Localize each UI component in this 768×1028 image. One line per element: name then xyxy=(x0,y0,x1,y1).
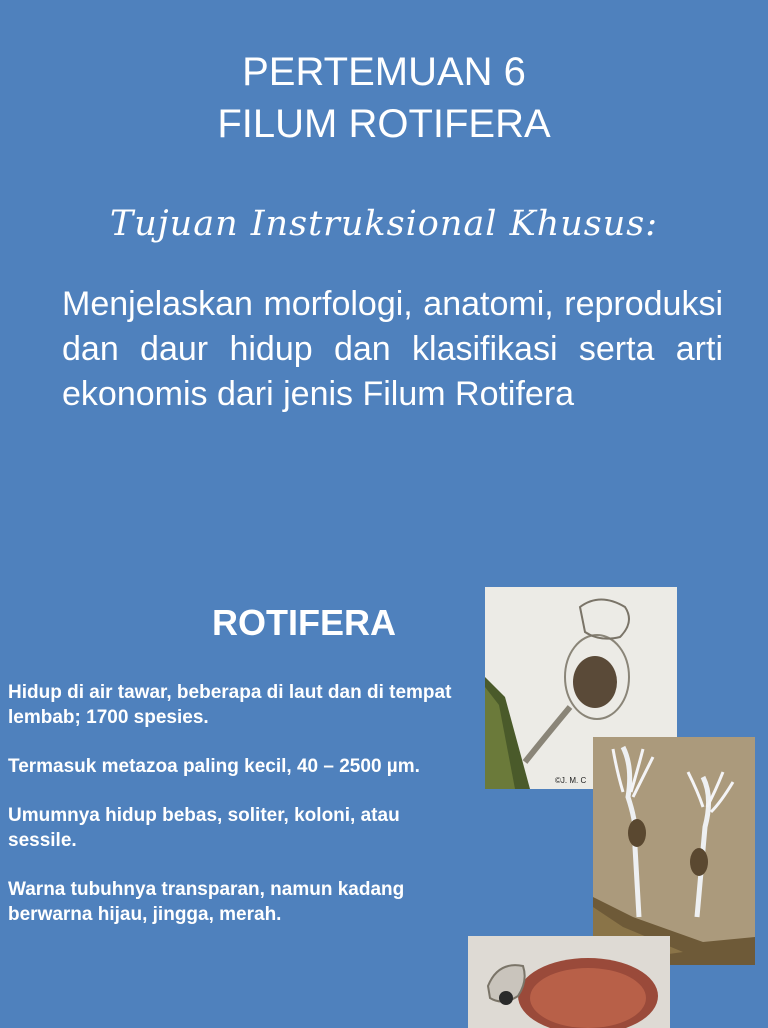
rotifer-photo-3 xyxy=(468,936,670,1028)
title-line-2: FILUM ROTIFERA xyxy=(217,102,551,146)
title-line-1: PERTEMUAN 6 xyxy=(242,50,526,94)
bullet-point: Termasuk metazoa paling kecil, 40 – 2500 µm. xyxy=(8,756,420,777)
slide-1 xyxy=(0,0,768,512)
bullet-point: Hidup di air tawar, beberapa di laut dan di tempat lembab; 1700 spesies. xyxy=(8,682,452,728)
slide-2 xyxy=(0,512,768,1024)
photo-credit: ©J. M. C xyxy=(555,776,587,785)
bullet-list xyxy=(8,680,468,951)
section-title: ROTIFERA xyxy=(212,602,396,643)
bullet-point: Umumnya hidup bebas, soliter, koloni, atau sessile. xyxy=(8,805,400,851)
slide-title xyxy=(0,46,768,150)
objective-text: Menjelaskan morfologi, anatomi, reproduksi dan daur hidup dan klasifikasi serta arti ekonomis dari jenis Filum Rotifera xyxy=(62,285,723,413)
slide-subtitle: Tujuan Instruksional Khusus: xyxy=(109,204,659,244)
bullet-point: Warna tubuhnya transparan, namun kadang berwarna hijau, jingga, merah. xyxy=(8,879,405,925)
rotifer-photo-2 xyxy=(593,737,755,965)
